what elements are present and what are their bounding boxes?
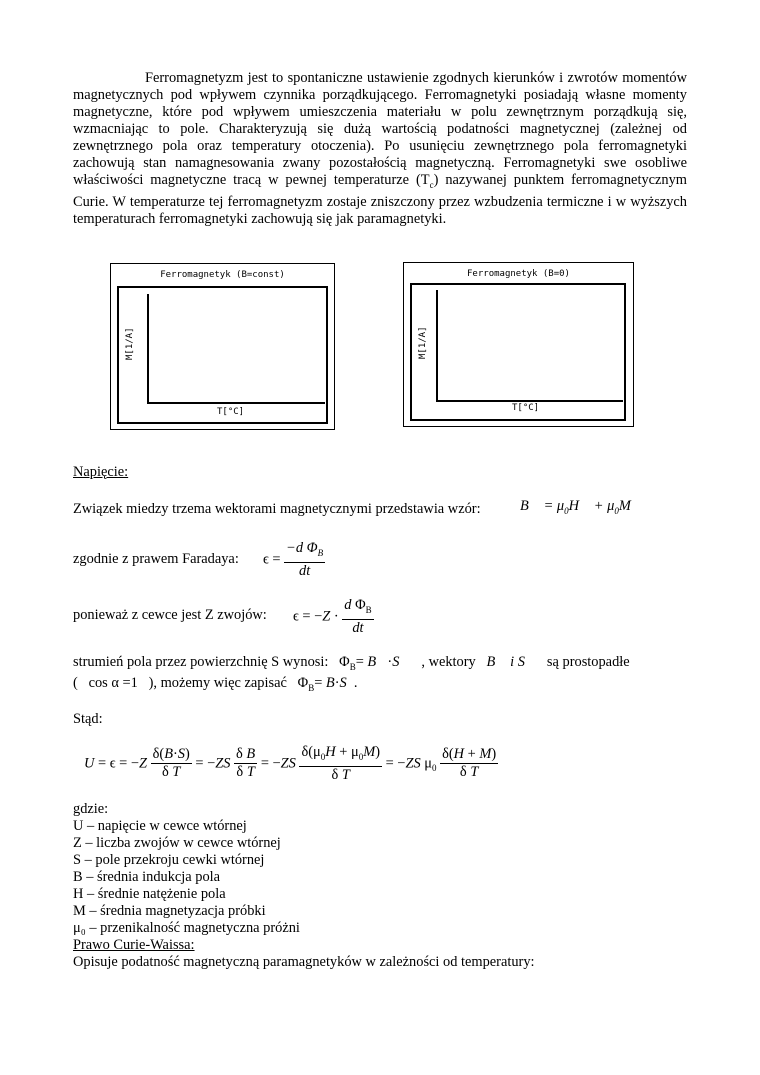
chart-x-label: T[°C] — [217, 407, 245, 417]
chart-x-axis — [147, 402, 325, 404]
intro-paragraph: Ferromagnetyzm jest to spontaniczne ustawienie zgodnych kierunków i zwrotów momentów magnetycznych pod wpływem czynnika porządkującego. Ferromagnetyki posiadają własne momenty magnetyczne, które pod wpływem umieszczenia materiału w polu zewnętrznym porządkują się, wzmacniając to pole. Charakteryzują się dużą wartością podatności magnetycznej (zależnej od zewnętrznego pola oraz temperatury otoczenia). Po usunięciu zewnętrznego pola ferromagnetyki zachowują stan namagnesowania zwany pozostałością magnetyczną. Ferromagnetyki swe osobliwe właściwości magnetyczne tracą w pewnej temperaturze $(T_c)$ nazywanej punktem ferromagnetycznym Curie. W temperaturze tej ferromagnetyzm zostaje zniszczony przez wzbudzenia termiczne i w wyższych temperaturach ferromagnetyki zachowują się jak paramagnetyki. — [73, 70, 687, 227]
intro-block — [73, 70, 687, 228]
formula-main: U = ϵ = −Z $\frac{\delta(B\cdot S)}{\text{δ T}}$ = −ZS $\frac{\text{δ B}}{\text{δ T}}$ = −ZS $\frac{\delta(\mu_0H + \mu_0M)}{\text{δ T}}$ = −ZS $\mu_0$ $\frac{\delta(H + M)}{\text{δ T}}$ — [84, 744, 497, 783]
chart-x-axis — [436, 400, 623, 402]
list-item: μ₀ – przenikalność magnetyczna próżni — [73, 920, 300, 936]
formula-b: B⃗ = $\mu_0H⃗$ + $\mu_0M⃗$ — [520, 498, 643, 516]
line-strumien: strumień pola przez powierzchnię S wynosi: $\Phi_B=$ B⃗·S⃗ , wektory B⃗ i S⃗ są prostopadłe — [73, 654, 630, 672]
chart-title: Ferromagnetyk (B=const) — [160, 270, 285, 280]
chart-y-label: M[1/A] — [418, 326, 428, 359]
line-curie: Opisuje podatność magnetyczną paramagnetyków w zależności od temperatury: — [73, 954, 535, 970]
list-item: M – średnia magnetyzacja próbki — [73, 903, 266, 919]
list-item: S – pole przekroju cewki wtórnej — [73, 852, 265, 868]
chart-ferromagnetyk-b-0 — [403, 262, 634, 427]
heading-napiecie: Napięcie: — [73, 464, 129, 480]
line-faraday: zgodnie z prawem Faradaya: — [73, 551, 239, 567]
formula-cewka: ϵ = −Z · $\frac{d \Phi_B}{dt}$ — [293, 597, 372, 636]
list-item: B – średnia indukcja pola — [73, 869, 221, 885]
symbol-list — [73, 801, 535, 971]
formula-faraday: ϵ = $\frac{-d \Phi_B}{dt}$ — [263, 540, 324, 579]
chart-x-label: T[°C] — [512, 403, 540, 413]
chart-ferromagnetyk-b-const — [110, 263, 335, 430]
list-item: H – średnie natężenie pola — [73, 886, 226, 902]
line-cewka: ponieważ z cewce jest Z zwojów: — [73, 607, 267, 623]
line-stad: Stąd: — [73, 711, 103, 727]
list-item: U – napięcie w cewce wtórnej — [73, 818, 247, 834]
list-item: Z – liczba zwojów w cewce wtórnej — [73, 835, 281, 851]
chart-y-label: M[1/A] — [125, 327, 135, 360]
heading-curie: Prawo Curie-Waissa: — [73, 937, 195, 953]
line-cos: ( cos α =1 ), możemy więc zapisać $\Phi_B= B\cdot S$ . — [73, 675, 358, 693]
chart-title: Ferromagnetyk (B=0) — [467, 269, 570, 279]
chart-y-axis — [436, 290, 438, 402]
chart-y-axis — [147, 294, 149, 404]
list-header: gdzie: — [73, 801, 109, 817]
line-zwiazek: Związek miedzy trzema wektorami magnetycznymi przedstawia wzór: — [73, 501, 481, 517]
